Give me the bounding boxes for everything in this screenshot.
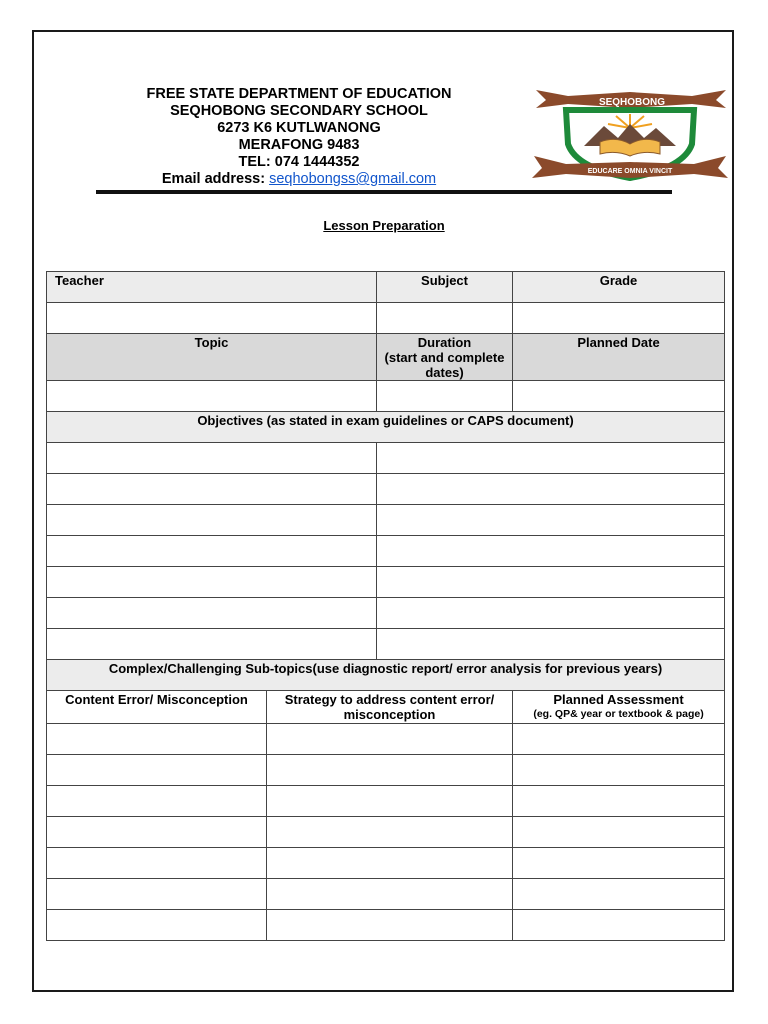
subtopic-row (47, 724, 725, 755)
objective-row (47, 536, 725, 567)
header-row-teacher (47, 272, 725, 303)
objective-field-left[interactable] (47, 443, 377, 474)
error-field[interactable] (47, 910, 267, 941)
objective-field-right[interactable] (377, 598, 725, 629)
objective-field-left[interactable] (47, 629, 377, 660)
logo-motto: EDUCARE OMNIA VINCIT (587, 168, 673, 175)
assessment-field[interactable] (513, 910, 725, 941)
error-field[interactable] (47, 755, 267, 786)
strategy-field[interactable] (267, 755, 513, 786)
assessment-field[interactable] (513, 755, 725, 786)
subtopics-columns-row (47, 691, 725, 724)
strategy-field[interactable] (267, 910, 513, 941)
email-link[interactable]: seqhobongss@gmail.com (269, 171, 437, 187)
header-row-topic (47, 334, 725, 381)
subtopic-row (47, 910, 725, 941)
duration-label (377, 334, 513, 381)
topic-label: Topic (47, 334, 377, 381)
subject-field[interactable] (377, 303, 513, 334)
objective-field-right[interactable] (377, 536, 725, 567)
objective-field-left[interactable] (47, 567, 377, 598)
school-name: SEQHOBONG SECONDARY SCHOOL (170, 103, 428, 119)
school-letterhead (96, 86, 502, 188)
subtopics-header-row (47, 660, 725, 691)
error-field[interactable] (47, 848, 267, 879)
error-field[interactable] (47, 724, 267, 755)
objective-row (47, 474, 725, 505)
objective-field-right[interactable] (377, 629, 725, 660)
strategy-field[interactable] (267, 724, 513, 755)
assessment-field[interactable] (513, 724, 725, 755)
grade-field[interactable] (513, 303, 725, 334)
strategy-label: Strategy to address content error/ misconception (267, 691, 513, 724)
assessment-field[interactable] (513, 786, 725, 817)
error-field[interactable] (47, 879, 267, 910)
objective-field-left[interactable] (47, 598, 377, 629)
subtopics-label: Complex/Challenging Sub-topics(use diagnostic report/ error analysis for previous years) (47, 660, 725, 691)
objective-field-left[interactable] (47, 474, 377, 505)
school-address: 6273 K6 KUTLWANONG (217, 120, 381, 136)
planned-assessment-text: Planned Assessment (553, 692, 684, 707)
planned-date-label: Planned Date (513, 334, 725, 381)
subtopic-row (47, 786, 725, 817)
duration-field[interactable] (377, 381, 513, 412)
objective-field-right[interactable] (377, 443, 725, 474)
school-phone: TEL: 074 1444352 (238, 154, 360, 170)
logo-top-text: SEQHOBONG (598, 97, 666, 108)
school-logo (520, 84, 748, 186)
subtopic-row (47, 755, 725, 786)
email-line (96, 171, 502, 188)
planned-assessment-label (513, 691, 725, 724)
department-name: FREE STATE DEPARTMENT OF EDUCATION (146, 86, 452, 102)
lesson-preparation-form (46, 271, 725, 941)
objective-field-left[interactable] (47, 505, 377, 536)
school-town: MERAFONG 9483 (238, 137, 360, 153)
duration-text: Duration (417, 335, 472, 350)
objective-row (47, 629, 725, 660)
strategy-field[interactable] (267, 786, 513, 817)
error-field[interactable] (47, 786, 267, 817)
input-row-topic (47, 381, 725, 412)
objective-field-right[interactable] (377, 567, 725, 598)
planned-assessment-note: (eg. QP& year or textbook & page) (533, 708, 704, 720)
duration-note: (start and complete dates) (384, 350, 505, 380)
grade-label: Grade (513, 272, 725, 303)
input-row-teacher (47, 303, 725, 334)
teacher-field[interactable] (47, 303, 377, 334)
content-error-label: Content Error/ Misconception (47, 691, 267, 724)
objective-row (47, 505, 725, 536)
objective-field-right[interactable] (377, 505, 725, 536)
objective-row (47, 598, 725, 629)
strategy-field[interactable] (267, 848, 513, 879)
teacher-label: Teacher (47, 272, 377, 303)
subject-label: Subject (377, 272, 513, 303)
error-field[interactable] (47, 817, 267, 848)
header-divider (96, 190, 672, 194)
objective-row (47, 567, 725, 598)
assessment-field[interactable] (513, 817, 725, 848)
objective-field-left[interactable] (47, 536, 377, 567)
objectives-header-row (47, 412, 725, 443)
strategy-field[interactable] (267, 879, 513, 910)
email-label: Email address: (161, 171, 270, 187)
assessment-field[interactable] (513, 848, 725, 879)
objective-field-right[interactable] (377, 474, 725, 505)
planned-date-field[interactable] (513, 381, 725, 412)
subtopic-row (47, 879, 725, 910)
subtopic-row (47, 848, 725, 879)
document-title: Lesson Preparation (323, 218, 445, 233)
topic-field[interactable] (47, 381, 377, 412)
assessment-field[interactable] (513, 879, 725, 910)
objective-row (47, 443, 725, 474)
strategy-field[interactable] (267, 817, 513, 848)
subtopic-row (47, 817, 725, 848)
objectives-label: Objectives (as stated in exam guidelines or CAPS document) (47, 412, 725, 443)
